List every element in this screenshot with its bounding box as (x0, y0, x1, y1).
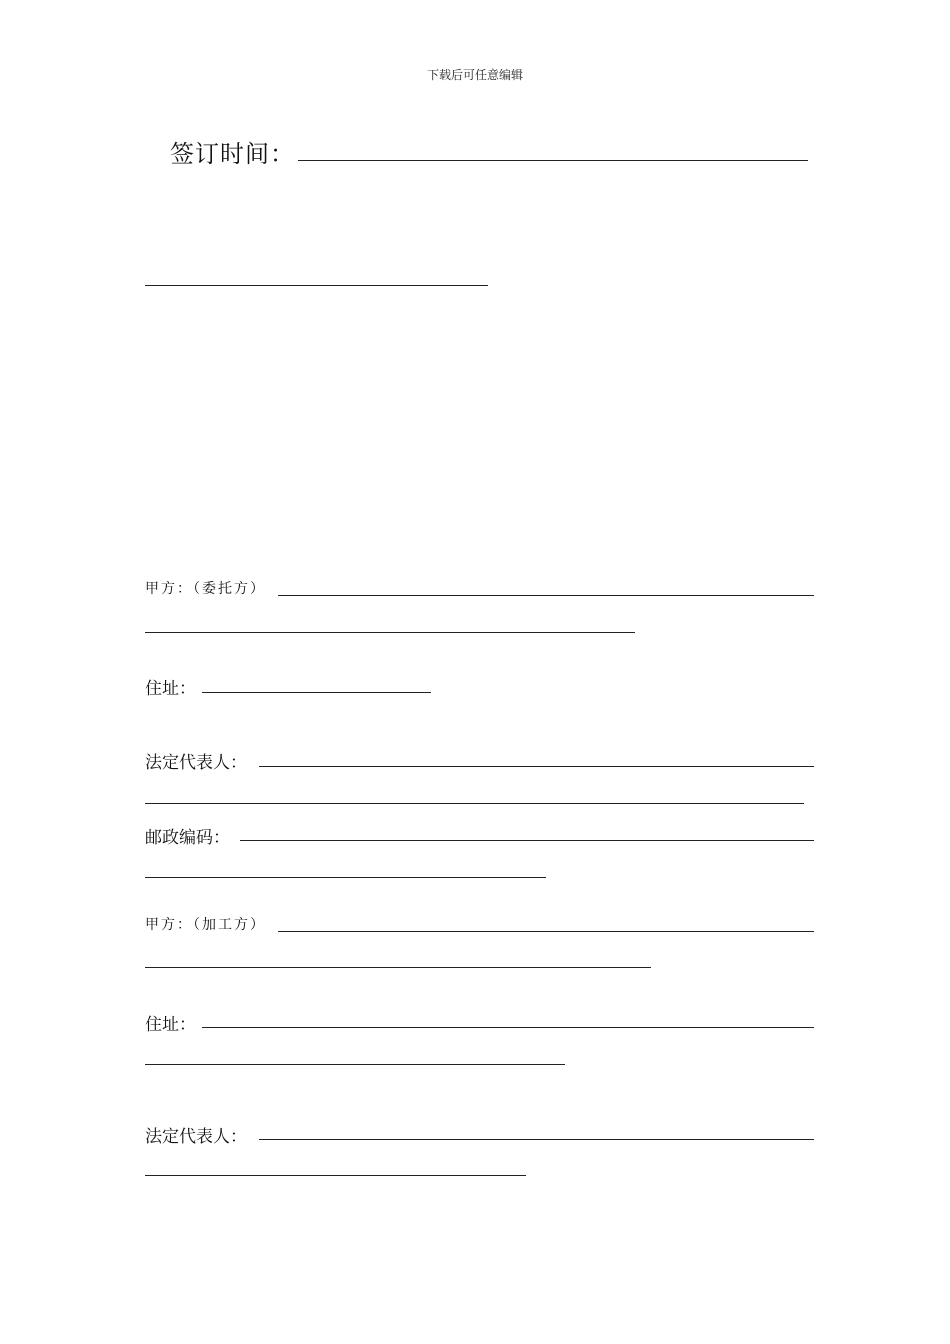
blank-line[interactable] (145, 285, 488, 286)
party-a-name-field-continued[interactable] (145, 632, 635, 633)
party-b-heading: 甲方：（加工方） (145, 917, 266, 933)
signing-date-label: 签订时间： (170, 140, 295, 168)
party-a-address-label: 住址： (145, 679, 196, 699)
party-b-address-label: 住址： (145, 1015, 196, 1035)
party-a-address-field[interactable] (202, 692, 431, 693)
party-a-legal-rep-field-continued[interactable] (145, 803, 804, 804)
party-b-legal-rep-label: 法定代表人： (145, 1127, 247, 1147)
party-b-legal-rep-field-continued[interactable] (145, 1175, 526, 1176)
party-a-postal-code-label: 邮政编码： (145, 828, 230, 848)
party-a-legal-rep-field[interactable] (259, 766, 814, 767)
party-b-name-field-continued[interactable] (145, 967, 651, 968)
signing-date-field[interactable] (298, 160, 808, 161)
party-b-address-field[interactable] (202, 1027, 814, 1028)
party-b-name-field[interactable] (278, 931, 814, 932)
party-b-legal-rep-field[interactable] (259, 1139, 814, 1140)
party-b-address-field-continued[interactable] (145, 1064, 565, 1065)
header-note: 下载后可任意编辑 (426, 68, 523, 82)
party-a-postal-code-field-continued[interactable] (145, 877, 546, 878)
party-a-legal-rep-label: 法定代表人： (145, 753, 247, 773)
party-a-heading: 甲方：（委托方） (145, 581, 266, 597)
party-a-name-field[interactable] (278, 595, 814, 596)
party-a-postal-code-field[interactable] (240, 840, 814, 841)
